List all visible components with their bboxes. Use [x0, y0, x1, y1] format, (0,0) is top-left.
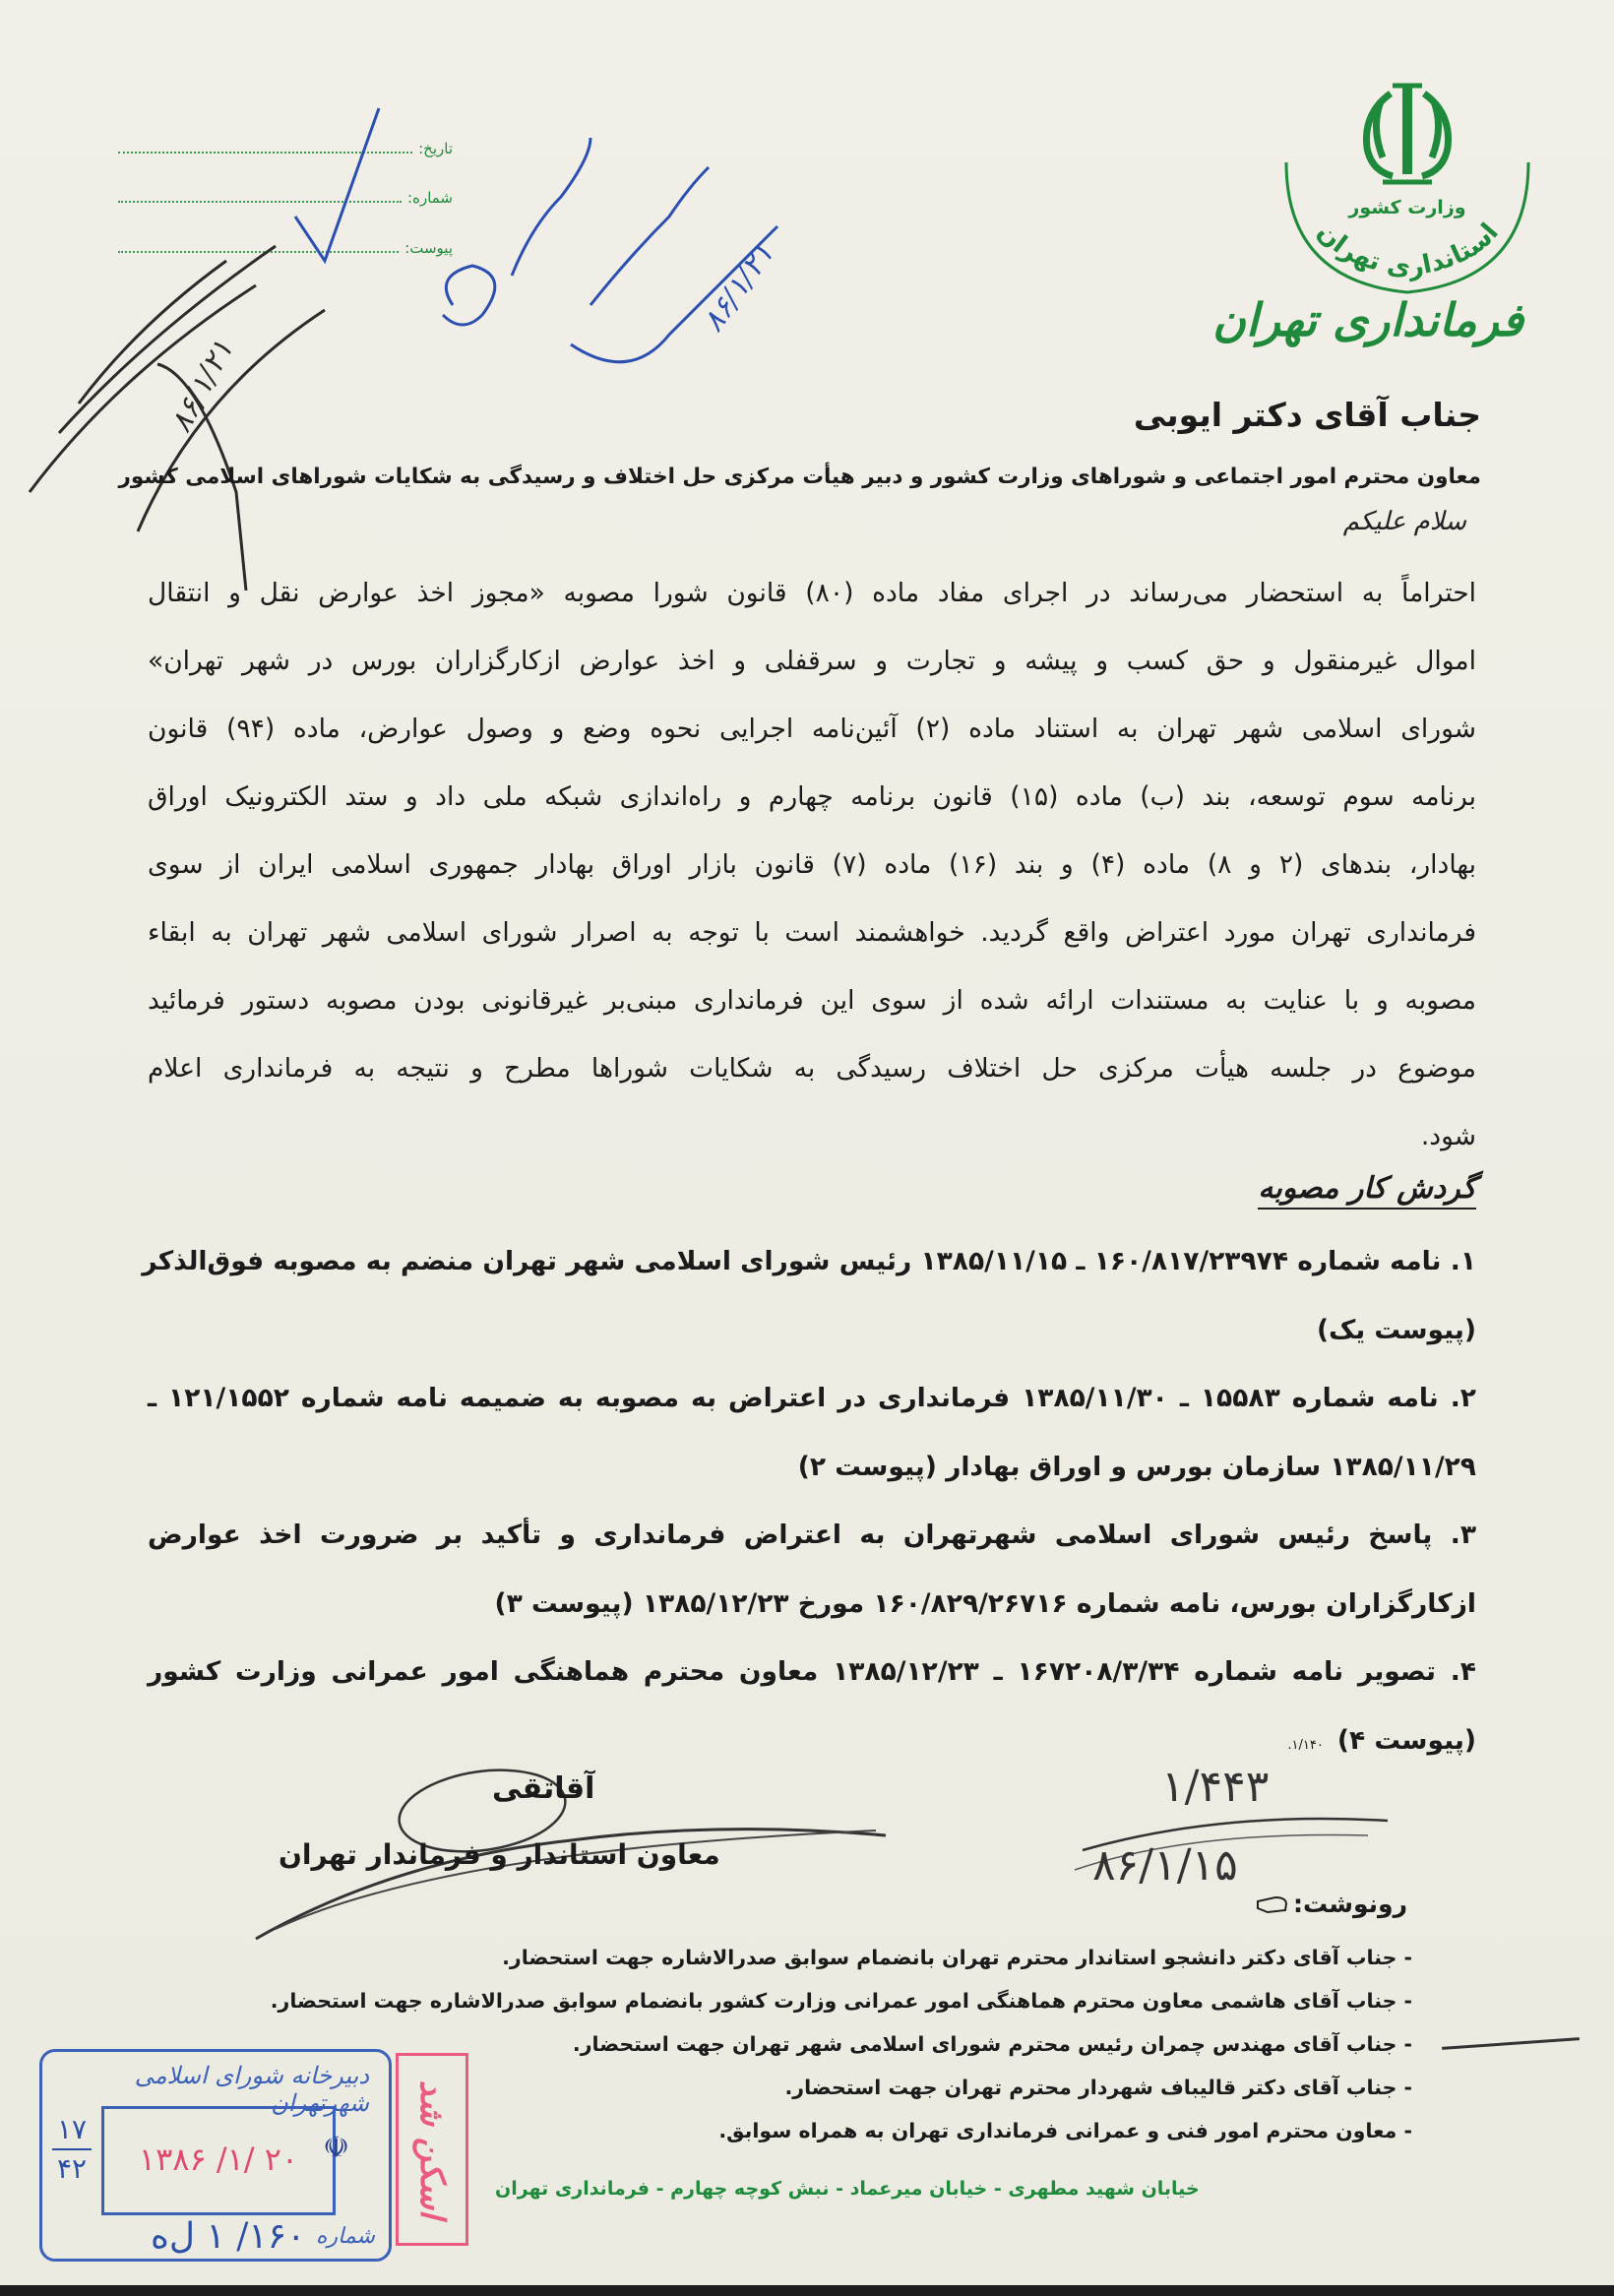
list-item-line: (پیوست یک): [1316, 1314, 1476, 1345]
list-item-line: ۳. پاسخ رئیس شورای اسلامی شهرتهران به اعتراض فرمانداری و تأکید بر ضرورت اخذ عوارض: [148, 1520, 1476, 1550]
cc-item: - جناب آقای مهندس چمران رئیس محترم شورای اسلامی شهر تهران جهت استحضار.: [572, 2032, 1412, 2056]
body-line: شود.: [1420, 1121, 1476, 1151]
list-item-line: (پیوست ۴): [1336, 1724, 1476, 1756]
body-line: فرمانداری تهران مورد اعتراض واقع گردید. خواهشمند است با توجه به اصرار شورای اسلامی شهر تهران به ابقاء: [148, 917, 1476, 948]
arc-text: استانداری تهران: [1311, 217, 1505, 283]
scanned-stamp: [396, 2053, 468, 2246]
registry-stamp-title: دبیرخانه شورای اسلامی شهرتهران: [134, 2062, 369, 2117]
fraction-bottom: ۴۲: [56, 2152, 88, 2185]
attachment-label: پیوست:: [404, 239, 453, 257]
registry-number: ۱۶۰/ ۱ ل‌ه: [151, 2216, 306, 2257]
list-item-line: ۱۳۸۵/۱۱/۲۹ سازمان بورس و اوراق بهادار (پیوست ۲): [797, 1451, 1476, 1482]
body-line: احتراماً به استحضار می‌رساند در اجرای مفاد ماده (۸۰) قانون شورا مصوبه «مجوز اخذ عوارض نقل و انتقال: [148, 578, 1477, 608]
workflow-list: [142, 1227, 1476, 1774]
emblem-icon: ☫: [323, 2131, 349, 2165]
body-line: برنامه سوم توسعه، بند (ب) ماده (۱۵) قانون برنامه چهارم و راه‌اندازی شبکه ملی داد و ستد الکترونیک اوراق: [148, 781, 1476, 812]
footer-address: خیابان شهید مطهری - خیابان میرعماد - نبش کوچه چهارم - فرمانداری تهران: [495, 2178, 1200, 2200]
scan-edge: [0, 2285, 1614, 2296]
checkmark-icon: [295, 108, 379, 261]
registry-number-label: شماره: [315, 2224, 375, 2249]
cc-item: - جناب آقای هاشمی معاون محترم هماهنگی امور عمرانی وزارت کشور بانضمام سوابق صدرالاشاره جهت استحضار.: [270, 1989, 1412, 2013]
hand-pointer-icon: [1256, 1893, 1289, 1915]
cc-title: رونوشت:: [1292, 1890, 1407, 1918]
handwritten-registry-number: ۱/۴۴۳: [1161, 1762, 1270, 1812]
handwritten-annotations: [0, 79, 886, 590]
list-item-line: ۴. تصویر نامه شماره ۱۶۷۲۰۸/۳/۳۴ ـ ۱۳۸۵/۱۲/۲۳ معاون محترم هماهنگی امور عمرانی وزارت کشور: [148, 1656, 1476, 1687]
signatory-name: آقاتقی: [492, 1771, 595, 1806]
letter-body: [148, 559, 1476, 1170]
handwritten-registry-date: ۸۶/۱/۱۵: [1092, 1840, 1238, 1891]
body-line: مصوبه و با عنایت به مستندات ارائه شده از سوی این فرمانداری مبنی‌بر غیرقانونی بودن مصوبه دستور فرمائید: [148, 985, 1476, 1016]
registry-stamp: [39, 2049, 392, 2262]
list-item-line: ۱. نامه شماره ۱۶۰/۸۱۷/۲۳۹۷۴ ـ ۱۳۸۵/۱۱/۱۵ رئیس شورای اسلامی شهر تهران منضم به مصوبه فوق‌الذکر: [142, 1246, 1476, 1276]
body-line: بهادار، بندهای (۲ و ۸) ماده (۴) و بند (۱۶) ماده (۷) قانون بازار اوراق بهادار جمهوری اسلامی ایران از سوی: [148, 849, 1477, 880]
cc-item: - جناب آقای دکتر دانشجو استاندار محترم تهران بانضمام سوابق صدرالاشاره جهت استحضار.: [502, 1946, 1412, 1969]
emblem-icon: [1265, 74, 1550, 300]
list-item-line: ازکارگزاران بورس، نامه شماره ۱۶۰/۸۲۹/۲۶۷۱۶ مورخ ۱۳۸۵/۱۲/۲۳ (پیوست ۳): [494, 1587, 1476, 1619]
number-label: شماره:: [407, 189, 453, 207]
blue-handwritten-date: ۸۶/۱/۲۱: [696, 237, 781, 339]
small-note: ۱/۱۴۰.: [1287, 1737, 1324, 1753]
workflow-title: گردش کار مصوبه: [1258, 1171, 1476, 1210]
registry-fraction: [52, 2111, 92, 2188]
body-line: موضوع در جلسه هیأت مرکزی حل اختلاف رسیدگی به شکایات شوراها مطرح و نتیجه به فرمانداری اعلام: [148, 1053, 1476, 1084]
addressee-title: معاون محترم امور اجتماعی و شوراهای وزارت کشور و دبیر هیأت مرکزی حل اختلاف و رسیدگی به شکایات شوراهای اسلامی کشور: [118, 465, 1481, 489]
salutation: سلام علیکم: [1342, 507, 1466, 536]
office-name: فرمانداری تهران: [1212, 293, 1523, 346]
body-line: اموال غیرمنقول و حق کسب و پیشه و تجارت و سرقفلی و اخذ عوارض ازکارگزاران بورس در شهر تهران»: [148, 646, 1476, 676]
pen-stroke: [1442, 2037, 1580, 2050]
fraction-top: ۱۷: [56, 2113, 88, 2145]
body-line: شورای اسلامی شهر تهران به استناد ماده (۲) آئین‌نامه اجرایی نحوه وضع و وصول عوارض، ماده (۹۴) قانون: [148, 714, 1476, 744]
cc-item: - جناب آقای دکتر قالیباف شهردار محترم تهران جهت استحضار.: [784, 2076, 1412, 2099]
cc-heading: [1256, 1890, 1407, 1918]
cc-item: - معاون محترم امور فنی و عمرانی فرمانداری تهران به همراه سوابق.: [718, 2119, 1412, 2142]
registry-date: ۱۳۸۶ /۱/ ۲۰: [138, 2141, 299, 2178]
list-item-line: ۲. نامه شماره ۱۵۵۸۳ ـ ۱۳۸۵/۱۱/۳۰ فرمانداری در اعتراض به مصوبه به ضمیمه نامه شماره ۱۲۱/۱۵۵۲ ـ: [148, 1383, 1476, 1413]
signatory-title: معاون استاندار و فرماندار تهران: [279, 1838, 720, 1871]
registry-date-box: [101, 2106, 336, 2215]
scanned-stamp-text: اسکن شد: [412, 2079, 452, 2219]
date-label: تاریخ:: [418, 140, 453, 157]
addressee-name: جناب آقای دکتر ایوبی: [1133, 396, 1481, 434]
ministry-name: وزارت کشور: [1348, 197, 1466, 218]
black-handwritten-date: ۸۶/۱/۲۱: [163, 334, 241, 439]
